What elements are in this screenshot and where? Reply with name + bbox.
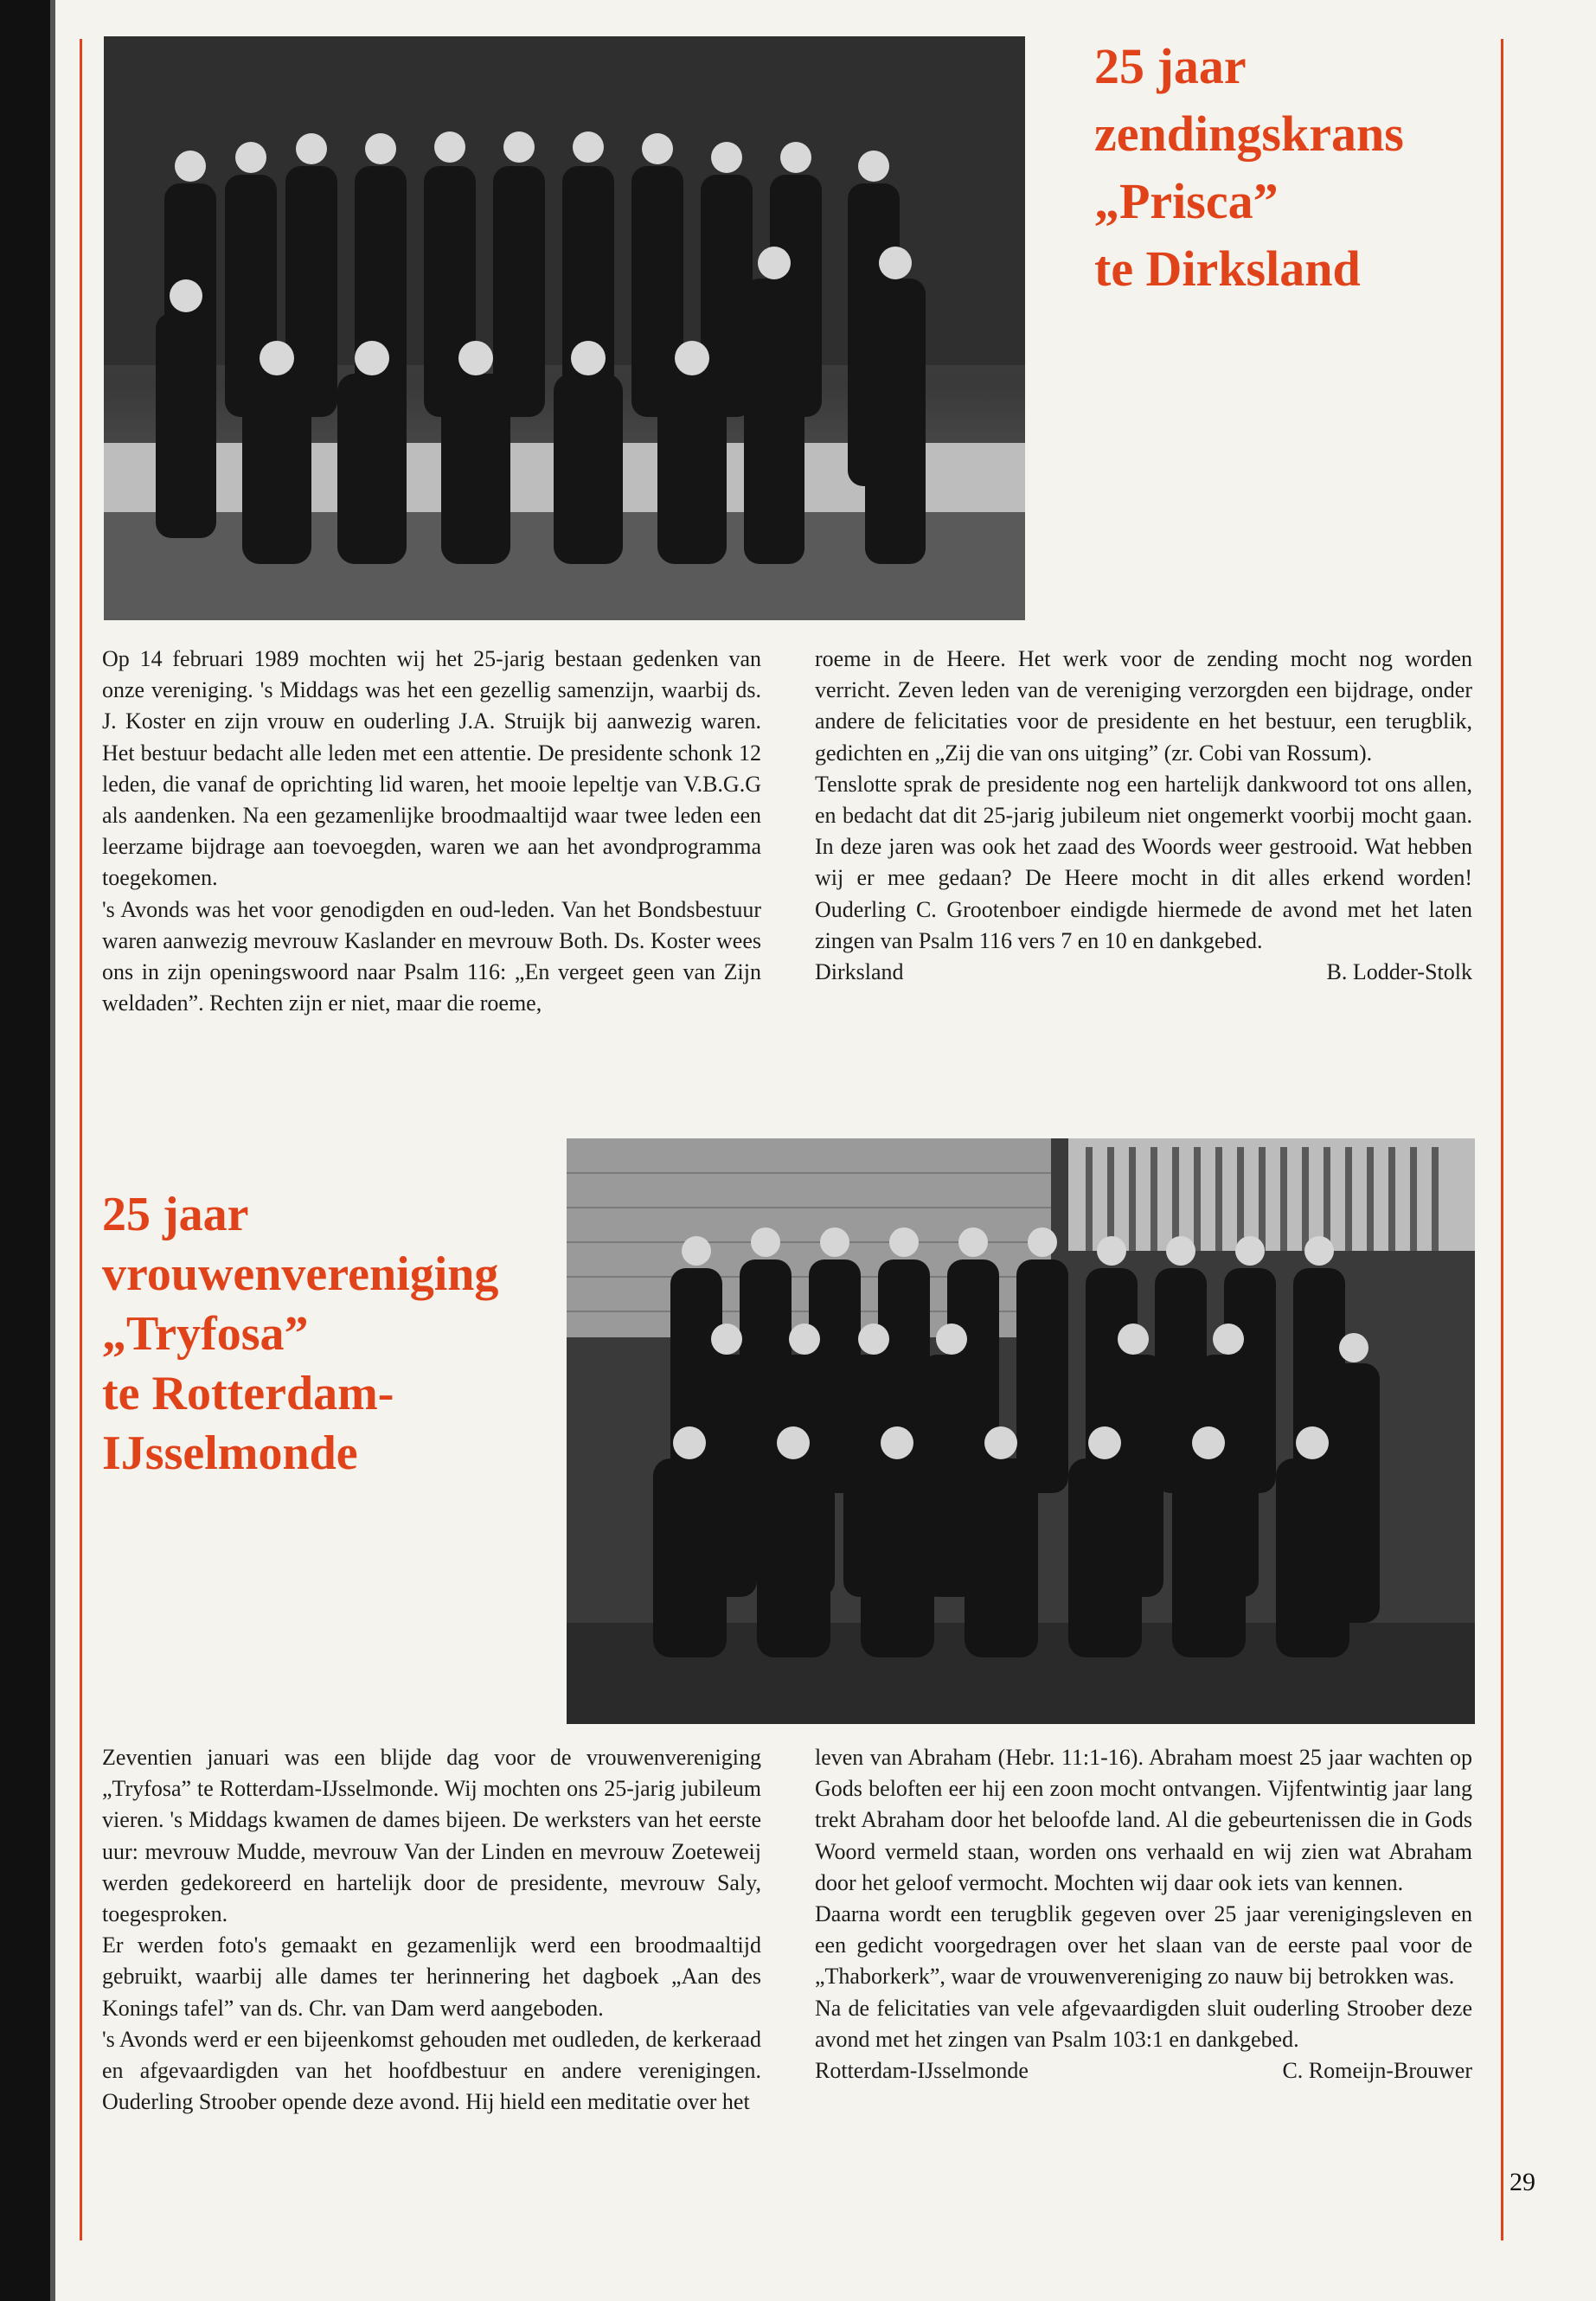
article1-title-line: „Prisca”: [1094, 173, 1279, 229]
article1-column-2: [815, 644, 1472, 988]
paragraph: leven van Abraham (Hebr. 11:1-16). Abraham moest 25 jaar wachten op Gods beloften eer hij een zoon mocht ontvangen. Vijfentwintig jaar lang trekt Abraham door het beloofde land. Al die gebeurtenissen die in Gods Woord vermeld staan, worden ons verhaald en wij zien wat Abraham door het geloof vermocht. Mochten wij daar ook iets van kennen.: [815, 1745, 1472, 1895]
paragraph: 's Avonds werd er een bijeenkomst gehouden met oudleden, de kerkeraad en afgevaardigden van het hoofdbestuur en andere verenigingen. Ouderling Stroober opende deze avond. Hij hield een meditatie over het: [102, 2026, 761, 2115]
article2-title-line: 25 jaar: [102, 1188, 249, 1241]
article2-headline: [102, 1185, 498, 1484]
paragraph: Op 14 februari 1989 mochten wij het 25-jarig bestaan gedenken van onze vereniging. 's Middags was het een gezellig samenzijn, waarbij ds. J. Koster en zijn vrouw en ouderling J.A. Struijk bij aanwezig waren. Het bestuur bedacht alle leden met een attentie. De presidente schonk 12 leden, die vanaf de oprichting lid waren, het mooie lepeltje van V.B.G.G als aandenken. Na een gezamenlijke broodmaaltijd waar twee leden een leerzame bijdrage aan toevoegden, waren we aan het avondprogramma toegekomen.: [102, 646, 761, 891]
paragraph: Tenslotte sprak de presidente nog een hartelijk dankwoord tot ons allen, en bedacht dat dit 25-jarig jubileum niet ongemerkt voorbij mocht gaan. In deze jaren was ook het zaad des Woords weer gestrooid. Wat hebben wij er mee gedaan? De Heere mocht in dit alles erkend worden! Ouderling C. Grootenboer eindigde hiermede de avond met het laten zingen van Psalm 116 vers 7 en 10 en dankgebed.: [815, 771, 1472, 953]
article1-title-line: 25 jaar: [1094, 38, 1247, 94]
article1-signature: [815, 957, 1472, 988]
right-accent-rule: [1501, 39, 1503, 2240]
article2-column-2: [815, 1742, 1472, 2086]
article1-title-line: zendingskrans: [1094, 106, 1404, 162]
article2-title-line: IJsselmonde: [102, 1426, 358, 1480]
paragraph: Na de felicitaties van vele afgevaardigden sluit ouderling Stroober deze avond met het zingen van Psalm 103:1 en dankgebed.: [815, 1995, 1472, 2052]
article2-title-line: vrouwenvereniging: [102, 1247, 499, 1301]
scan-edge: [0, 0, 50, 2301]
left-accent-rule: [80, 39, 82, 2240]
article2-column-1: [102, 1742, 761, 2118]
article2-author: C. Romeijn-Brouwer: [1282, 2058, 1472, 2084]
article2-title-line: te Rotterdam-: [102, 1367, 394, 1420]
group-photo-icon: [104, 36, 1025, 620]
article2-signature: [815, 2055, 1472, 2086]
article1-headline: [1094, 33, 1404, 303]
article2-title-line: „Tryfosa”: [102, 1307, 309, 1361]
paragraph: Er werden foto's gemaakt en gezamenlijk werd een broodmaaltijd gebruikt, waarbij alle dames ter herinnering het dagboek „Aan des Konings tafel” van ds. Chr. van Dam werd aangeboden.: [102, 1932, 761, 2021]
article2-place: Rotterdam-IJsselmonde: [815, 2058, 1029, 2084]
group-photo-icon: [567, 1138, 1475, 1724]
paragraph: Daarna wordt een terugblik gegeven over 25 jaar verenigingsleven en een gedicht voorgedragen over het slaan van de eerste paal voor de „Thaborkerk”, waar de vrouwenvereniging zo nauw bij betrokken was.: [815, 1901, 1472, 1990]
scan-edge-shadow: [50, 0, 55, 2301]
page-number: 29: [1509, 2168, 1535, 2196]
paragraph: Zeventien januari was een blijde dag voor de vrouwenvereniging „Tryfosa” te Rotterdam-IJsselmonde. Wij mochten ons 25-jarig jubileum vieren. 's Middags kwamen de dames bijeen. De werksters van het eerste uur: mevrouw Mudde, mevrouw Van der Linden en mevrouw Zoeteweij werden gedekoreerd en hartelijk door de presidente, mevrouw Saly, toegesproken.: [102, 1745, 761, 1927]
paragraph: 's Avonds was het voor genodigden en oud-leden. Van het Bondsbestuur waren aanwezig mevrouw Kaslander en mevrouw Both. Ds. Koster wees ons in zijn openingswoord naar Psalm 116: „En vergeet geen van Zijn weldaden”. Rechten zijn er niet, maar die roeme,: [102, 896, 761, 1016]
photo-tryfosa-group: [567, 1138, 1475, 1724]
article1-author: B. Lodder-Stolk: [1326, 959, 1472, 985]
article1-column-1: [102, 644, 761, 1019]
article1-place: Dirksland: [815, 959, 904, 985]
paragraph: roeme in de Heere. Het werk voor de zending mocht nog worden verricht. Zeven leden van de vereniging verzorgden een bijdrage, onder andere de felicitaties voor de presidente en het bestuur, een terugblik, gedichten en „Zij die van ons uitging” (zr. Cobi van Rossum).: [815, 646, 1472, 766]
article1-title-line: te Dirksland: [1094, 240, 1361, 297]
photo-prisca-group: [104, 36, 1025, 620]
